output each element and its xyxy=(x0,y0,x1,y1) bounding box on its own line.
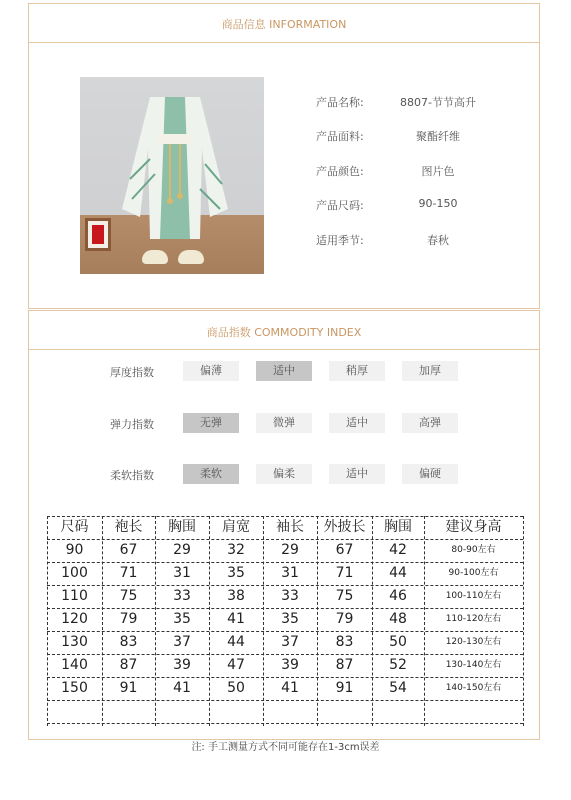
table-cell: 91 xyxy=(119,680,138,696)
attr-value-size: 90-150 xyxy=(418,197,458,210)
thickness-option-medium: 适中 xyxy=(256,361,312,381)
table-grid-vline xyxy=(523,516,524,726)
table-header-cell: 外披长 xyxy=(323,519,366,535)
table-cell: 67 xyxy=(119,542,138,558)
table-cell: 47 xyxy=(227,657,245,673)
table-cell: 71 xyxy=(119,565,138,581)
table-cell: 83 xyxy=(335,634,354,650)
attr-label-fabric: 产品面料: xyxy=(316,130,364,143)
table-cell: 35 xyxy=(173,611,191,627)
table-cell: 79 xyxy=(119,611,138,627)
table-cell: 42 xyxy=(389,542,407,558)
table-cell: 120 xyxy=(61,611,88,627)
table-cell: 41 xyxy=(227,611,245,627)
commodity-index-title: 商品指数 COMMODITY INDEX xyxy=(206,326,362,339)
table-cell: 110 xyxy=(61,588,88,604)
attr-label-size: 产品尺码: xyxy=(316,199,364,212)
attr-value-color: 图片色 xyxy=(421,165,455,178)
index-label-softness: 柔软指数 xyxy=(110,469,154,482)
table-header-cell: 建议身高 xyxy=(445,519,502,535)
table-cell: 120-130左右 xyxy=(445,637,502,647)
table-cell: 33 xyxy=(281,588,299,604)
attr-value-name: 8807-节节高升 xyxy=(400,96,476,109)
table-cell: 150 xyxy=(61,680,88,696)
information-title: 商品信息 INFORMATION xyxy=(221,18,347,31)
table-cell: 90-100左右 xyxy=(448,568,499,578)
red-picture-frame xyxy=(85,218,111,251)
table-cell: 50 xyxy=(227,680,245,696)
table-cell: 130 xyxy=(61,634,88,650)
table-cell: 37 xyxy=(281,634,299,650)
table-header-cell: 袍长 xyxy=(114,519,143,535)
table-cell: 130-140左右 xyxy=(445,660,502,670)
attr-value-season: 春秋 xyxy=(427,234,449,247)
table-cell: 52 xyxy=(389,657,407,673)
table-grid-hline xyxy=(47,723,523,724)
table-cell: 71 xyxy=(335,565,354,581)
table-cell: 41 xyxy=(281,680,299,696)
table-cell: 29 xyxy=(281,542,299,558)
size-table xyxy=(47,516,523,726)
table-cell: 35 xyxy=(227,565,245,581)
table-header-cell: 尺码 xyxy=(60,519,89,535)
attr-value-fabric: 聚酯纤维 xyxy=(416,130,460,143)
table-cell: 80-90左右 xyxy=(451,545,496,555)
table-cell: 110-120左右 xyxy=(445,614,502,624)
thickness-option-slightly-thick: 稍厚 xyxy=(329,361,385,381)
elasticity-option-slight: 微弹 xyxy=(256,413,312,433)
robe-illustration xyxy=(110,89,240,239)
table-cell: 140 xyxy=(61,657,88,673)
softness-option-hard: 偏硬 xyxy=(402,464,458,484)
table-cell: 48 xyxy=(389,611,407,627)
shoe-left xyxy=(142,250,168,264)
elasticity-option-high: 高弹 xyxy=(402,413,458,433)
table-cell: 44 xyxy=(389,565,407,581)
table-cell: 100-110左右 xyxy=(445,591,502,601)
table-cell: 54 xyxy=(389,680,407,696)
table-cell: 50 xyxy=(389,634,407,650)
table-cell: 46 xyxy=(389,588,407,604)
product-photo xyxy=(80,77,264,274)
attr-label-season: 适用季节: xyxy=(316,234,364,247)
softness-option-medium: 适中 xyxy=(329,464,385,484)
table-cell: 31 xyxy=(281,565,299,581)
elasticity-option-none: 无弹 xyxy=(183,413,239,433)
attr-label-color: 产品颜色: xyxy=(316,165,364,178)
table-cell: 35 xyxy=(281,611,299,627)
table-cell: 87 xyxy=(335,657,354,673)
softness-option-soft: 柔软 xyxy=(183,464,239,484)
table-cell: 75 xyxy=(119,588,138,604)
table-cell: 32 xyxy=(227,542,245,558)
index-label-elasticity: 弹力指数 xyxy=(110,418,154,431)
table-cell: 39 xyxy=(173,657,191,673)
table-header-cell: 肩宽 xyxy=(222,519,250,535)
table-cell: 29 xyxy=(173,542,191,558)
table-cell: 33 xyxy=(173,588,191,604)
table-cell: 100 xyxy=(61,565,88,581)
table-cell: 91 xyxy=(335,680,354,696)
table-cell: 75 xyxy=(335,588,354,604)
table-cell: 44 xyxy=(227,634,245,650)
shoe-right xyxy=(178,250,204,264)
table-grid-hline xyxy=(47,700,523,701)
table-cell: 87 xyxy=(119,657,138,673)
measurement-note: 注: 手工测量方式不同可能存在1-3cm误差 xyxy=(191,742,380,753)
attr-label-name: 产品名称: xyxy=(316,96,364,109)
table-cell: 41 xyxy=(173,680,191,696)
table-cell: 37 xyxy=(173,634,191,650)
table-cell: 67 xyxy=(335,542,354,558)
softness-option-slightly-soft: 偏柔 xyxy=(256,464,312,484)
table-cell: 39 xyxy=(281,657,299,673)
table-cell: 38 xyxy=(227,588,245,604)
table-cell: 140-150左右 xyxy=(445,683,502,693)
commodity-index-divider xyxy=(29,349,539,350)
table-cell: 83 xyxy=(119,634,138,650)
table-header-cell: 袖长 xyxy=(276,519,304,535)
thickness-option-thick: 加厚 xyxy=(402,361,458,381)
elasticity-option-medium: 适中 xyxy=(329,413,385,433)
table-cell: 79 xyxy=(335,611,354,627)
table-cell: 90 xyxy=(65,542,84,558)
table-cell: 31 xyxy=(173,565,191,581)
thickness-option-thin: 偏薄 xyxy=(183,361,239,381)
table-header-cell: 胸围 xyxy=(384,519,412,535)
index-label-thickness: 厚度指数 xyxy=(110,366,154,379)
table-header-cell: 胸围 xyxy=(168,519,196,535)
information-divider xyxy=(29,42,539,43)
